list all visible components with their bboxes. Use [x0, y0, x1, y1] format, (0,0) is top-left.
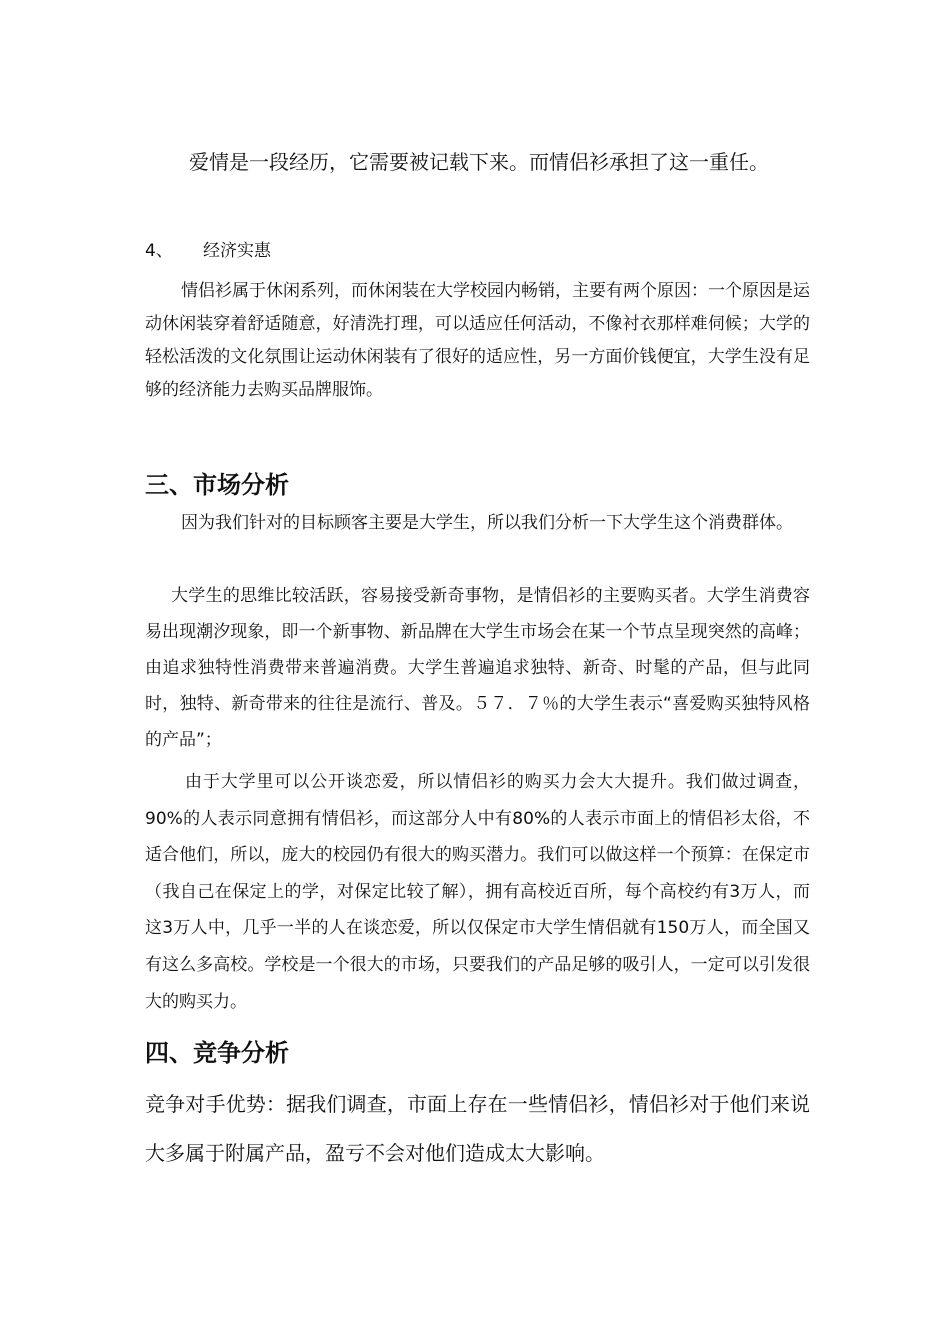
point-4-heading [145, 237, 810, 265]
section-3-heading: 三、市场分析 [145, 471, 289, 499]
paragraph-survey: 由于大学里可以公开谈恋爱，所以情侣衫的购买力会大大提升。我们做过调查，90%的人表示同意拥有情侣衫，而这部分人中有80%的人表示市面上的情侣衫太俗，不适合他们，所以，庞大的校园仍有很大的购买潜力。我们可以做这样一个预算：在保定市（我自己在保定上的学，对保定比较了解），拥有高校近百所，每个高校约有3万人，而这3万人中，几乎一半的人在谈恋爱，所以仅保定市大学生情侣就有150万人，而全国又有这么多高校。学校是一个很大的市场，只要我们的产品足够的吸引人，一定可以引发很大的购买力。 [145, 772, 810, 1012]
point-4-title: 经济实惠 [203, 241, 271, 261]
paragraph-competitors: 竞争对手优势：据我们调查，市面上存在一些情侣衫，情侣衫对于他们来说大多属于附属产品，盈亏不会对他们造成太大影响。 [145, 1092, 810, 1165]
section-4-heading: 四、竞争分析 [145, 1039, 289, 1067]
paragraph-target-customers: 因为我们针对的目标顾客主要是大学生，所以我们分析一下大学生这个消费群体。 [181, 513, 793, 533]
paragraph-casual-wear: 情侣衫属于休闲系列，而休闲装在大学校园内畅销，主要有两个原因：一个原因是运动休闲装穿着舒适随意，好清洗打理，可以适应任何活动，不像衬衣那样难伺候；大学的轻松活泼的文化氛围让运动休闲装有了很好的适应性，另一方面价钱便宜，大学生没有足够的经济能力去购买品牌服饰。 [145, 281, 810, 400]
paragraph-love-record: 爱情是一段经历，它需要被记载下来。而情侣衫承担了这一重任。 [189, 150, 769, 174]
paragraph-student-consumers: 大学生的思维比较活跃，容易接受新奇事物，是情侣衫的主要购买者。大学生消费容易出现潮汐现象，即一个新事物、新品牌在大学生市场会在某一个节点呈现突然的高峰；由追求独特性消费带来普遍消费。大学生普遍追求独特、新奇、时髦的产品，但与此同时，独特、新奇带来的往往是流行、普及。５７．７％的大学生表示“喜爱购买独特风格的产品”； [145, 586, 810, 750]
point-4-number: 4、 [145, 241, 173, 261]
